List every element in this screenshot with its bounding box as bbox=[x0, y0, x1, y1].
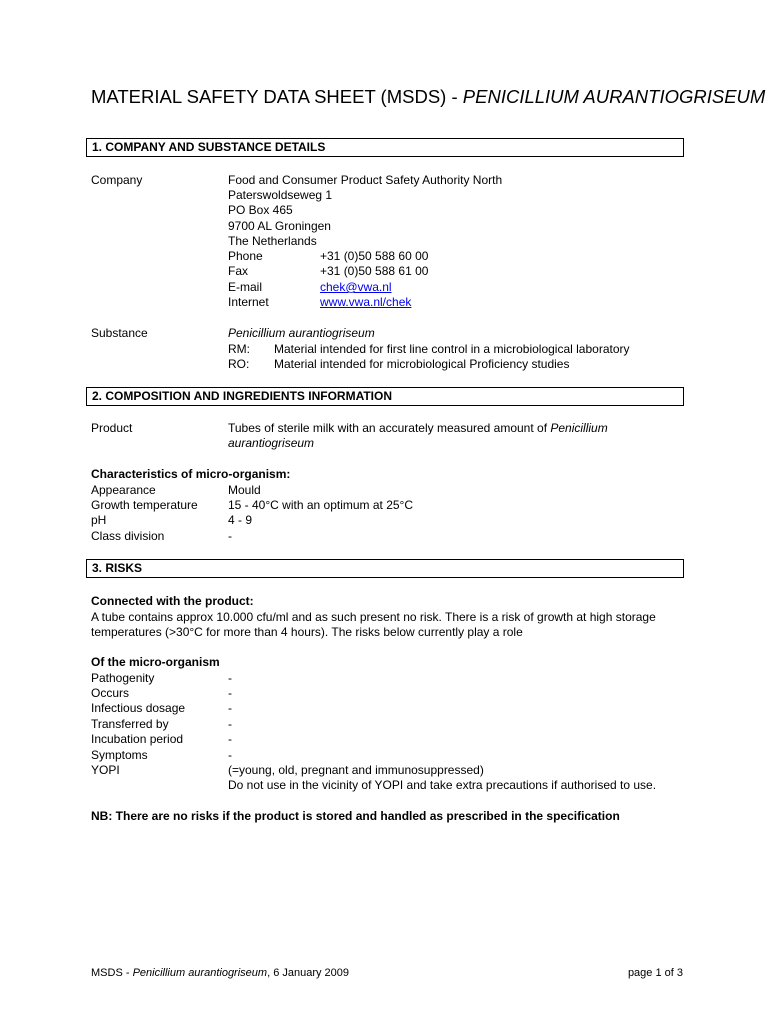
product-text bbox=[228, 421, 608, 436]
section-3-header bbox=[86, 559, 684, 578]
product-text-main: Tubes of sterile milk with an accurately measured amount of bbox=[228, 421, 551, 435]
char-value-growth: 15 - 40°C with an optimum at 25°C bbox=[228, 498, 414, 512]
connected-heading: Connected with the product: bbox=[91, 594, 254, 608]
footer-left bbox=[91, 966, 349, 980]
risk-value-dosage: - bbox=[228, 701, 232, 715]
email-link[interactable]: chek@vwa.nl bbox=[320, 280, 392, 294]
footer-species: Penicillium aurantiogriseum bbox=[132, 967, 268, 979]
internet-link[interactable]: www.vwa.nl/chek bbox=[320, 295, 412, 309]
char-label-growth: Growth temperature bbox=[91, 498, 198, 512]
risk-value-incubation: - bbox=[228, 732, 232, 746]
risk-label-incubation: Incubation period bbox=[91, 732, 184, 746]
footer-date: , 6 January 2009 bbox=[267, 967, 350, 979]
yopi-line-2: Do not use in the vicinity of YOPI and take extra precautions if authorised to use. bbox=[228, 778, 657, 792]
email-label: E-mail bbox=[228, 280, 263, 294]
company-line-3: PO Box 465 bbox=[228, 203, 293, 217]
phone-value: +31 (0)50 588 60 00 bbox=[320, 249, 429, 263]
company-line-4: 9700 AL Groningen bbox=[228, 219, 331, 233]
risk-label-pathogenity: Pathogenity bbox=[91, 671, 155, 685]
rm-label: RM: bbox=[228, 342, 250, 356]
product-label: Product bbox=[91, 421, 133, 435]
risk-value-pathogenity: - bbox=[228, 671, 232, 685]
char-label-class: Class division bbox=[91, 529, 165, 543]
risk-value-transferred: - bbox=[228, 717, 232, 731]
characteristics-heading: Characteristics of micro-organism: bbox=[91, 467, 291, 481]
section-3-heading: 3. RISKS bbox=[92, 561, 143, 575]
company-line-2: Paterswoldseweg 1 bbox=[228, 188, 333, 202]
ro-label: RO: bbox=[228, 357, 250, 371]
document-title bbox=[91, 86, 765, 108]
risk-value-occurs: - bbox=[228, 686, 232, 700]
company-line-1: Food and Consumer Product Safety Authority North bbox=[228, 173, 503, 187]
risk-label-occurs: Occurs bbox=[91, 686, 130, 700]
char-label-ph: pH bbox=[91, 513, 107, 527]
company-line-5: The Netherlands bbox=[228, 234, 317, 248]
micro-heading: Of the micro-organism bbox=[91, 655, 220, 669]
fax-value: +31 (0)50 588 61 00 bbox=[320, 264, 429, 278]
product-species-1: Penicillium bbox=[550, 421, 608, 435]
char-label-appearance: Appearance bbox=[91, 483, 156, 497]
char-value-class: - bbox=[228, 529, 232, 543]
title-species: PENICILLIUM AURANTIOGRISEUM bbox=[462, 86, 766, 107]
yopi-line-1: (=young, old, pregnant and immunosuppressed) bbox=[228, 763, 484, 777]
substance-label: Substance bbox=[91, 326, 148, 340]
title-text: MATERIAL SAFETY DATA SHEET (MSDS) - bbox=[91, 86, 463, 107]
company-label: Company bbox=[91, 173, 143, 187]
section-2-header bbox=[86, 387, 684, 406]
connected-line-1: A tube contains approx 10.000 cfu/ml and as such present no risk. There is a risk of growth at high storage bbox=[91, 610, 656, 624]
risk-label-symptoms: Symptoms bbox=[91, 748, 148, 762]
risk-label-dosage: Infectious dosage bbox=[91, 701, 186, 715]
ro-text: Material intended for microbiological Proficiency studies bbox=[274, 357, 570, 371]
section-1-header bbox=[86, 138, 684, 157]
internet-label: Internet bbox=[228, 295, 269, 309]
page-number: page 1 of 3 bbox=[627, 967, 683, 979]
substance-name: Penicillium aurantiogriseum bbox=[228, 326, 375, 340]
nb-statement: NB: There are no risks if the product is stored and handled as prescribed in the specification bbox=[91, 809, 620, 823]
yopi-label: YOPI bbox=[91, 763, 120, 777]
char-value-appearance: Mould bbox=[228, 483, 261, 497]
risk-value-symptoms: - bbox=[228, 748, 232, 762]
char-value-ph: 4 - 9 bbox=[228, 513, 253, 527]
phone-label: Phone bbox=[228, 249, 263, 263]
product-species-2: aurantiogriseum bbox=[228, 436, 315, 450]
rm-text: Material intended for first line control in a microbiological laboratory bbox=[274, 342, 630, 356]
section-1-heading: 1. COMPANY AND SUBSTANCE DETAILS bbox=[92, 140, 326, 154]
connected-line-2: temperatures (>30°C for more than 4 hours). The risks below currently play a role bbox=[91, 625, 523, 639]
risk-label-transferred: Transferred by bbox=[91, 717, 169, 731]
section-2-heading: 2. COMPOSITION AND INGREDIENTS INFORMATION bbox=[92, 389, 393, 403]
fax-label: Fax bbox=[228, 264, 249, 278]
footer-prefix: MSDS - bbox=[91, 967, 133, 979]
